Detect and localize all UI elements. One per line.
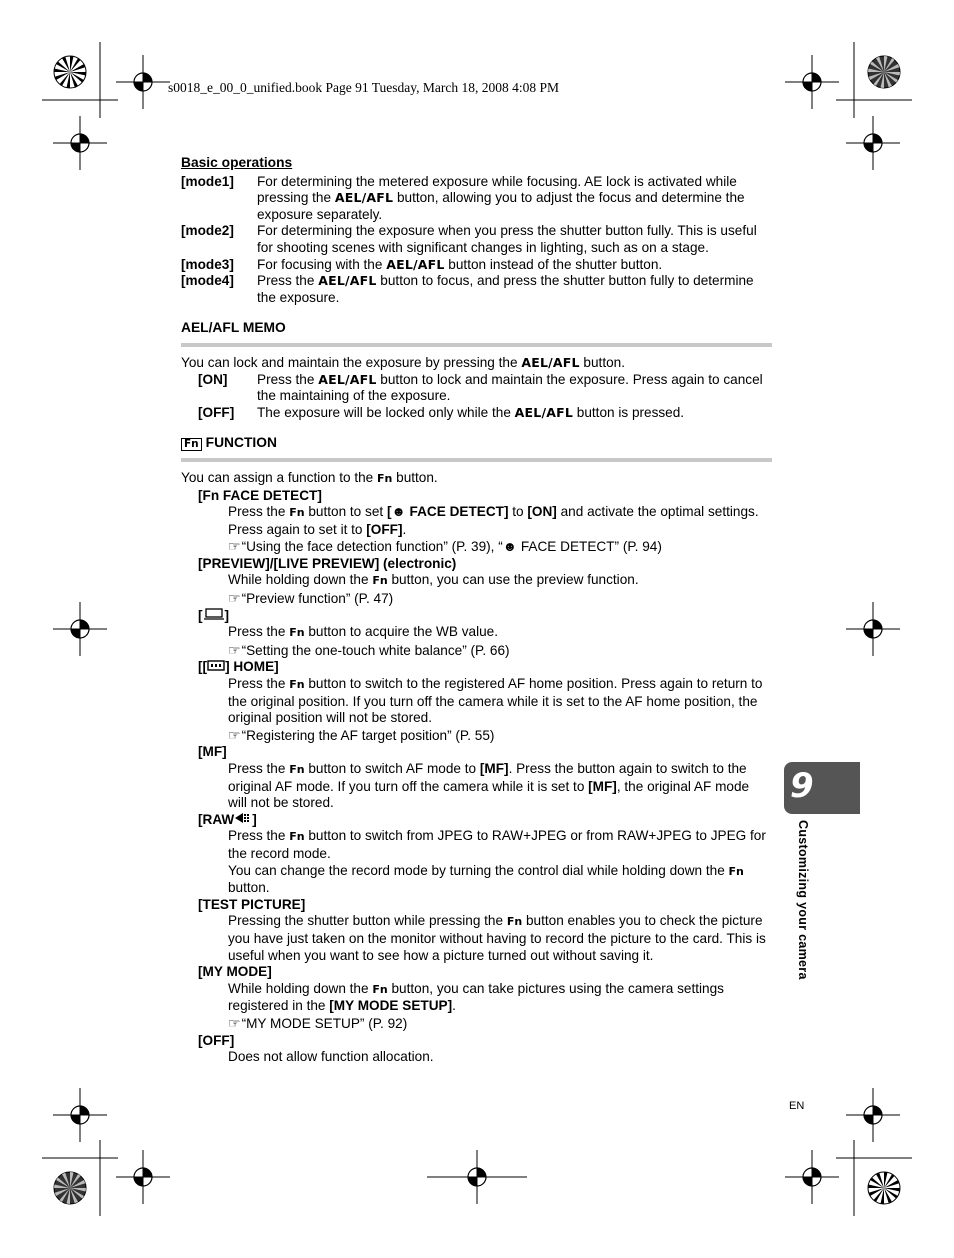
section-title-basic-operations: Basic operations [181,155,293,170]
chapter-number: 9 [790,766,814,806]
face-icon: ☻ [391,504,406,520]
mode-row [181,174,771,224]
fn-mf-body: Press the Fn button to switch AF mode to [MF]. Press the button again to switch to the original AF mode. If you turn off the camera while it is set to [MF], the original AF mode will not be stored. [228,761,750,811]
memo-intro: You can lock and maintain the exposure by pressing the AEL/AFL button. [181,354,626,370]
ref-hand-icon: ☞ [228,538,241,555]
ref-hand-icon: ☞ [228,726,241,743]
fn-home-heading: [[ ] HOME] [198,659,279,675]
mode-description: Press the AEL/AFL button to focus, and press the shutter button fully to determine the exposure. [257,273,754,305]
ref-hand-icon: ☞ [228,641,241,658]
fn-preview-ref: ☞“Preview function” (P. 47) [228,590,394,607]
mode-label: [mode2] [181,223,234,239]
fn-wb-heading: [ ] [198,607,230,623]
fn-box-icon: Fn [181,438,202,451]
ael-afl-label: AEL/AFL [318,371,377,387]
chapter-tab [784,762,860,814]
fn-test-body: Pressing the shutter button while pressing the Fn button enables you to check the picture you have just taken on the monitor without having to record the picture to the card. This is useful when you want to see how a picture turned out without saving it. [228,913,766,963]
fn-wb-body: Press the Fn button to acquire the WB value. [228,624,499,640]
language-code: EN [789,1100,805,1112]
fn-home-body: Press the Fn button to switch to the registered AF home position. Press again to return to the original position. If you turn off the camera while it is set to the AF home position, the original position will not be stored. [228,676,763,726]
section-divider [181,458,772,462]
fn-face-heading: [Fn FACE DETECT] [198,487,322,503]
fn-intro: You can assign a function to the Fn button. [181,469,438,485]
fn-off-body: Does not allow function allocation. [228,1049,434,1065]
raw-quality-icon [234,812,252,824]
fn-raw-body: Press the Fn button to switch from JPEG to RAW+JPEG or from RAW+JPEG to JPEG for the record mode. [228,828,766,861]
fn-face-ref: ☞“Using the face detection function” (P. 39), “☻ FACE DETECT” (P. 94) [228,538,662,555]
section-divider [181,343,772,347]
fn-face-body: Press the Fn button to set [☻ FACE DETECT] to [ON] and activate the optimal settings. Press again to set it to [OFF]. [228,504,759,537]
mode-label: [mode3] [181,256,234,272]
mode-label: [mode1] [181,173,234,189]
fn-mf-heading: [MF] [198,744,227,760]
chapter-side-label: Customizing your camera [796,820,810,980]
mode-description: For determining the metered exposure while focusing. AE lock is activated while pressing the AEL/AFL button, allowing you to adjust the focus and determine the exposure separately. [257,173,745,222]
wb-one-touch-icon [203,608,225,620]
memo-off-row: [OFF] The exposure will be locked only while the AEL/AFL button is pressed. [198,404,685,420]
ref-hand-icon: ☞ [228,590,241,607]
ael-afl-label: AEL/AFL [521,354,580,370]
af-target-icon [207,660,225,671]
fn-mymode-body: While holding down the Fn button, you can take pictures using the camera settings registered in the [MY MODE SETUP]. [228,980,724,1014]
fn-off-heading: [OFF] [198,1032,235,1048]
mode-row [181,257,771,274]
mode-description: For focusing with the AEL/AFL button instead of the shutter button. [257,256,663,272]
fn-test-heading: [TEST PICTURE] [198,896,306,912]
mode-row [181,273,771,306]
fn-wb-ref: ☞“Setting the one-touch white balance” (P. 66) [228,641,510,658]
fn-mymode-ref: ☞“MY MODE SETUP” (P. 92) [228,1014,408,1031]
fn-raw-heading: [RAW ] [198,811,257,827]
face-icon: ☻ [502,539,518,555]
mode-row [181,223,771,256]
section-title-ael-afl-memo: AEL/AFL MEMO [181,320,286,336]
fn-preview-heading: [PREVIEW]/[LIVE PREVIEW] (electronic) [198,555,457,571]
fn-raw-body-2: You can change the record mode by turning the control dial while holding down the Fn button. [228,862,744,896]
section-title-fn-function: Fn FUNCTION [181,435,771,452]
fn-mymode-heading: [MY MODE] [198,964,272,980]
fn-glyph: Fn [377,471,393,485]
fn-preview-body: While holding down the Fn button, you can use the preview function. [228,572,639,588]
mode-description: For determining the exposure when you press the shutter button fully. This is useful for shooting scenes with significant changes in lighting, such as on a stage. [257,223,757,255]
book-info-line: s0018_e_00_0_unified.book Page 91 Tuesday, March 18, 2008 4:08 PM [168,80,559,95]
mode-list [181,174,771,307]
ref-hand-icon: ☞ [228,1014,241,1031]
memo-on-row: [ON] Press the AEL/AFL button to lock and maintain the exposure. Press again to cancel the maintaining of the exposure. [198,371,763,404]
fn-home-ref: ☞“Registering the AF target position” (P. 55) [228,726,495,743]
mode-label: [mode4] [181,273,234,289]
page-content [181,155,771,1066]
ael-afl-label: AEL/AFL [514,404,573,420]
